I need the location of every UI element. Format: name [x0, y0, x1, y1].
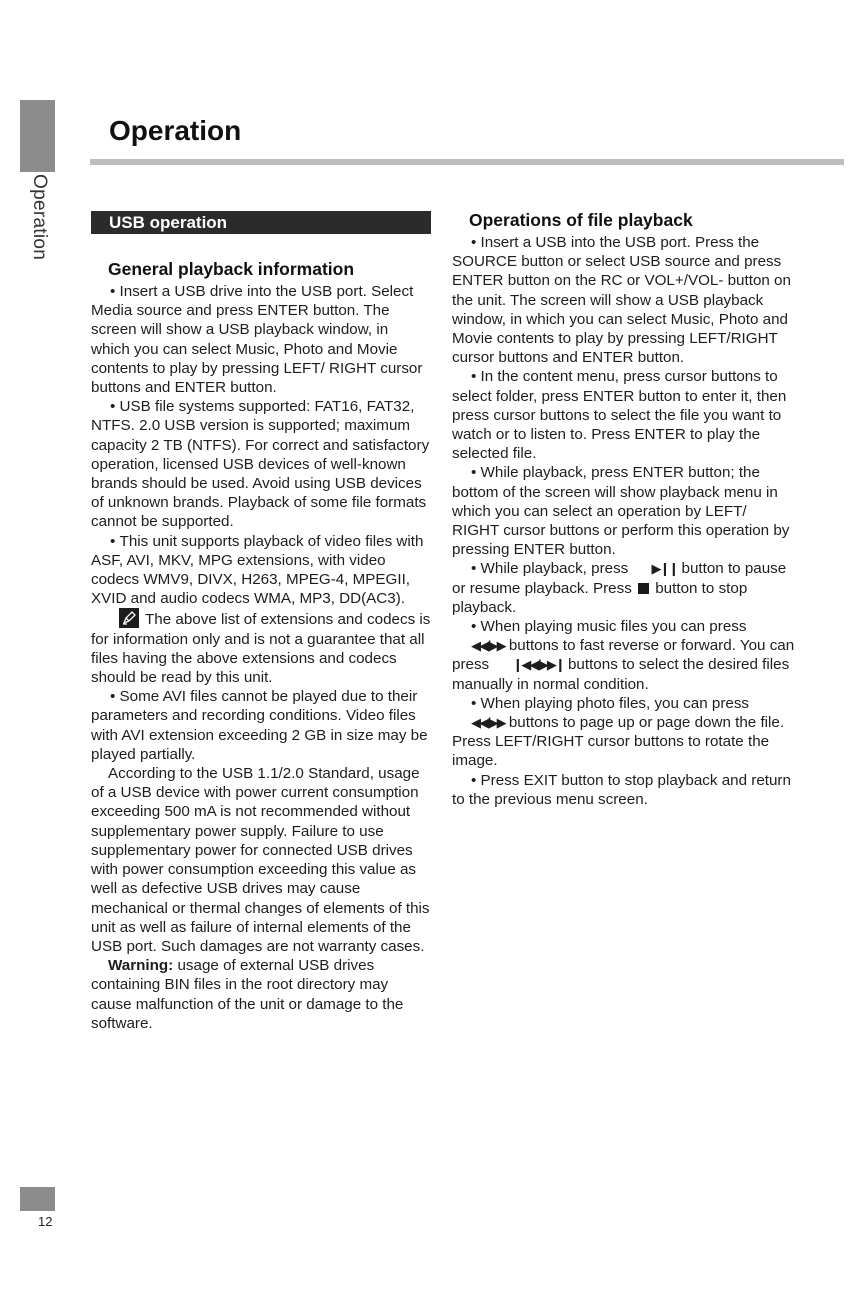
- play-pause-icon: ▶❙❙: [651, 561, 678, 577]
- paragraph: • This unit supports playback of video files with ASF, AVI, MKV, MPG extensions, with video codecs WMV9, DIVX, H263, MPEG-4, MPEGII, XVID and audio codecs WMA, MP3, DD(AC3).: [91, 532, 431, 609]
- paragraph: • When playing photo files, you can press ◀◀/▶▶ buttons to page up or page down the file. Press LEFT/RIGHT cursor buttons to rotate the image.: [452, 694, 797, 771]
- heading-general-playback: General playback information: [108, 259, 355, 279]
- section-bar-usb-operation: USB operation: [91, 211, 431, 234]
- paragraph: • USB file systems supported: FAT16, FAT32, NTFS. 2.0 USB version is supported; maximum capacity 2 TB (NTFS). For correct and satisfactory operation, licensed USB devices of well-known brands should be used. Avoid using USB devices of unknown brands. Playback of some file formats cannot be supported.: [91, 397, 431, 531]
- warning-paragraph: [91, 956, 431, 1033]
- page-title: Operation: [109, 115, 242, 146]
- rewind-forward-icon: ◀◀/▶▶: [471, 638, 505, 654]
- left-column: [91, 211, 431, 1033]
- note-paragraph: [91, 608, 431, 687]
- page-number-marker: [20, 1187, 55, 1211]
- paragraph: • Press EXIT button to stop playback and return to the previous menu screen.: [452, 771, 797, 809]
- side-tab-marker: [20, 100, 55, 172]
- prev-next-icon: ❙◀◀/▶▶❙: [512, 657, 564, 673]
- paragraph: • While playback, press ▶❙❙ button to pause or resume playback. Press button to stop playback.: [452, 559, 797, 617]
- side-label: Operation: [29, 174, 50, 261]
- paragraph: • When playing music files you can press ◀◀/▶▶ buttons to fast reverse or forward. You can press ❙◀◀/▶▶❙ buttons to select the desired files manually in normal condition.: [452, 617, 797, 694]
- rewind-forward-icon: ◀◀/▶▶: [471, 715, 505, 731]
- right-column: [452, 209, 797, 809]
- paragraph: • Insert a USB into the USB port. Press the SOURCE button or select USB source and press ENTER button on the RC or VOL+/VOL- button on the unit. The screen will show a USB playback window, in which you can select Music, Photo and Movie contents to play by pressing LEFT/RIGHT cursor buttons and ENTER button.: [452, 233, 797, 367]
- paragraph: According to the USB 1.1/2.0 Standard, usage of a USB device with power current consumption exceeding 500 mA is not recommended without supplementary power supply. Failure to use supplementary power for connected USB drives with power consumption exceeding this value as well as defective USB drives may cause mechanical or thermal changes of elements of this unit as well as failure of internal elements of the USB port. Such damages are not warranty cases.: [91, 765, 430, 955]
- note-pencil-icon: [119, 608, 139, 628]
- heading-file-playback: Operations of file playback: [469, 210, 693, 230]
- paragraph: • While playback, press ENTER button; the bottom of the screen will show playback menu in which you can select an operation by LEFT/ RIGHT cursor buttons or perform this operation by pressing ENTER button.: [452, 463, 797, 559]
- paragraph: • Insert a USB drive into the USB port. Select Media source and press ENTER button. The screen will show a USB playback window, in which you can select Music, Photo and Movie contents to play by pressing LEFT/ RIGHT cursor buttons and ENTER button.: [91, 282, 431, 397]
- paragraph: • In the content menu, press cursor buttons to select folder, press ENTER button to enter it, then press cursor buttons to select the file you want to watch or to listen to. Press ENTER to play the selected file.: [452, 367, 797, 463]
- warning-label: Warning:: [108, 957, 174, 975]
- warning-text: usage of external USB drives containing BIN files in the root directory may cause malfunction of the unit or damage to the software.: [91, 957, 404, 1032]
- title-rule: [90, 159, 844, 165]
- stop-icon: [638, 583, 649, 594]
- paragraph: • Some AVI files cannot be played due to their parameters and recording conditions. Video files with AVI extension exceeding 2 GB in size may be played partially.: [91, 687, 431, 764]
- note-text: The above list of extensions and codecs is for information only and is not a guarantee that all files having the above extensions and codecs should be read by this unit.: [91, 611, 431, 687]
- page-number: 12: [38, 1214, 53, 1229]
